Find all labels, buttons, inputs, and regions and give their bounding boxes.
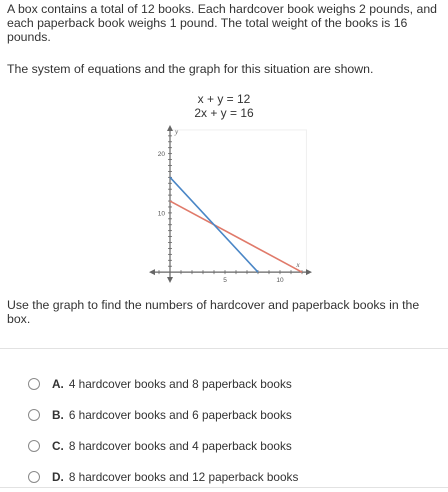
series-lines: [170, 177, 302, 272]
radio-button[interactable]: [28, 378, 40, 390]
option-text: 8 hardcover books and 4 paperback books: [68, 438, 292, 453]
option-text: 8 hardcover books and 12 paperback books: [68, 469, 299, 484]
option-label: [52, 470, 298, 484]
option-letter: B.: [52, 407, 64, 422]
x-tick-label: 5: [223, 277, 227, 284]
y-axis-label: y: [175, 128, 179, 136]
option-a[interactable]: [28, 368, 438, 399]
option-letter: A.: [52, 376, 64, 391]
option-label: [52, 439, 292, 453]
radio-button[interactable]: [28, 440, 40, 452]
question-text: Use the graph to find the numbers of hardcover and paperback books in the box.: [7, 298, 420, 326]
option-text: 4 hardcover books and 8 paperback books: [68, 376, 292, 391]
equation-2: 2x + y = 16: [194, 106, 254, 120]
y-tick-label: 10: [157, 210, 165, 218]
option-c[interactable]: [28, 430, 438, 461]
y-axis-arrow-up: [167, 125, 173, 131]
option-letter: C.: [52, 438, 64, 453]
answer-options: [28, 368, 438, 492]
divider: [0, 348, 448, 349]
option-label: [52, 377, 292, 391]
intro-text: The system of equations and the graph for this situation are shown.: [7, 62, 374, 76]
option-label: [52, 408, 292, 422]
x-tick-label: 10: [276, 277, 284, 284]
equation-system: [0, 92, 448, 120]
y-tick-label: 20: [157, 151, 165, 159]
x-axis-arrow-right: [306, 269, 312, 275]
axes: [149, 125, 312, 283]
radio-button[interactable]: [28, 409, 40, 421]
x-axis-arrow-left: [149, 269, 155, 275]
series-line-2: [170, 177, 258, 272]
graph: [148, 124, 313, 284]
problem-text: A box contains a total of 12 books. Each hardcover book weighs 2 pounds, and each paperback book weighs 1 pound. The total weight of the books is 16 pounds.: [7, 2, 437, 44]
radio-button[interactable]: [28, 471, 40, 483]
series-line-1: [170, 201, 302, 272]
option-b[interactable]: [28, 399, 438, 430]
equation-1: x + y = 12: [197, 92, 251, 106]
option-text: 6 hardcover books and 6 paperback books: [68, 407, 292, 422]
option-letter: D.: [52, 469, 64, 484]
x-axis-label: x: [296, 261, 300, 270]
